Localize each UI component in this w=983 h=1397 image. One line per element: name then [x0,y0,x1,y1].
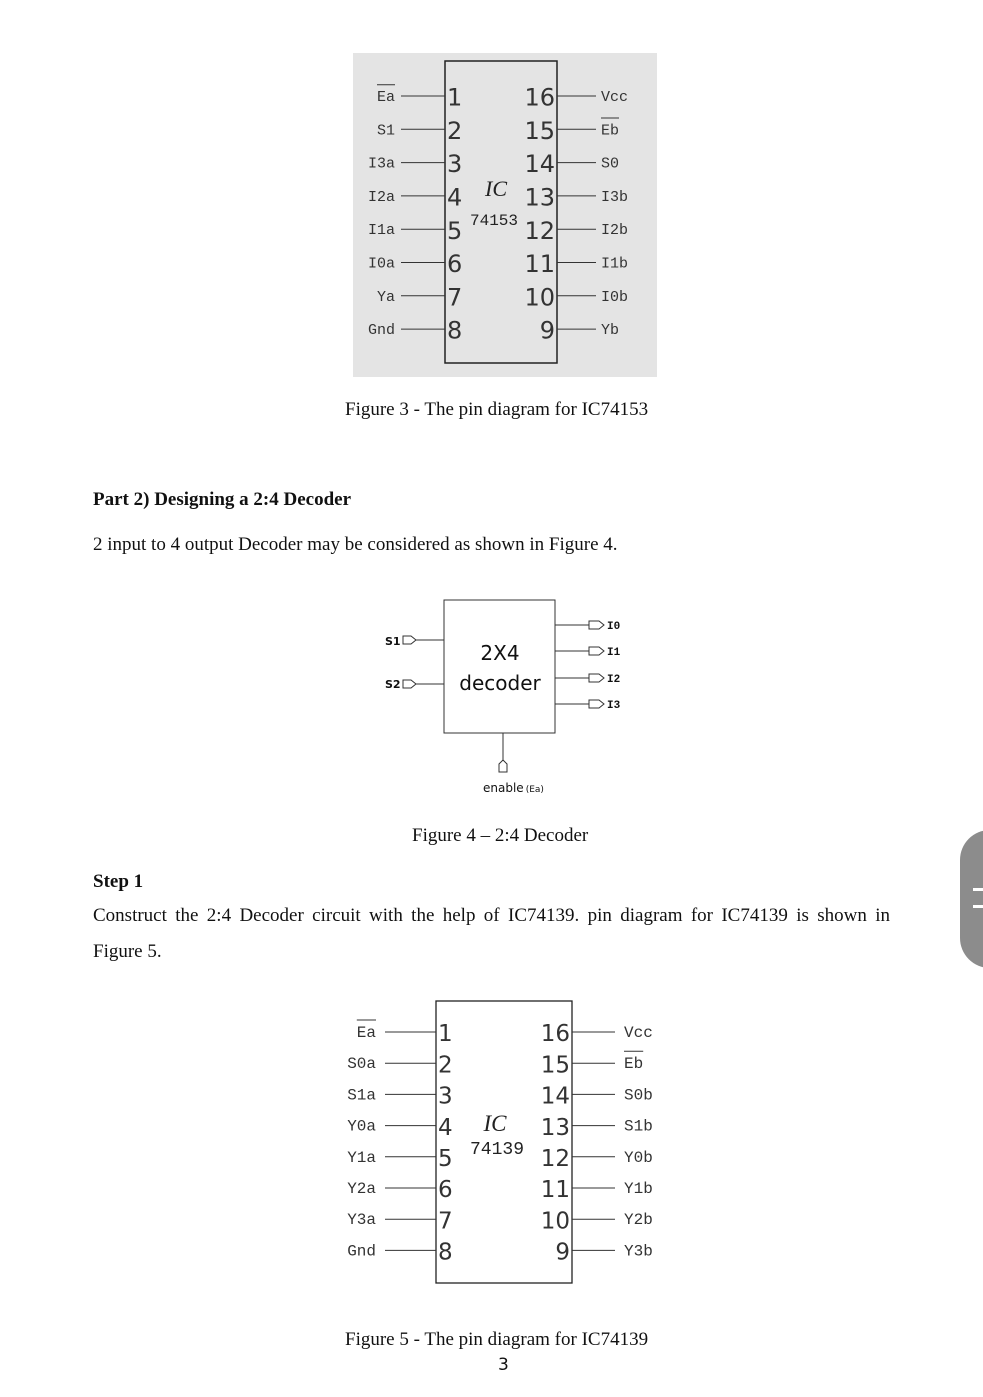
output-label-i0: I0 [607,621,621,633]
pin-label-y2a: Y2a [347,1180,376,1198]
pin-label-i1a: I1a [367,222,395,240]
step1-heading: Step 1 [93,871,144,892]
figure-3-caption: Figure 3 - The pin diagram for IC74153 [345,399,649,420]
ic74139-pin-diagram [330,995,680,1295]
pin-label-ya: Ya [376,288,395,306]
decoder-block [444,600,555,733]
pin-number-7: 7 [438,1208,453,1235]
pin-label-yb: Yb [601,322,620,340]
output-label-i3: I3 [607,700,621,712]
pin-number-1: 1 [438,1021,453,1048]
pin-label-i0a: I0a [367,255,395,273]
pin-number-3: 3 [438,1083,453,1110]
page-number: 3 [498,1355,509,1375]
pin-number-4: 4 [438,1114,453,1141]
pin-label-i3b: I3b [601,188,629,206]
pin-number-5: 5 [438,1146,453,1172]
step1-text-line1: Construct the 2:4 Decoder circuit with the help of IC74139. pin diagram for IC74139 is shown in [93,905,890,926]
pin-number-5: 5 [447,216,463,245]
pin-number-15: 15 [540,1052,570,1079]
decoder-label-line1: 2X4 [480,641,520,665]
pin-number-10: 10 [540,1208,570,1235]
input-port-s1 [403,636,416,644]
pin-label-i3a: I3a [367,155,395,173]
pin-label-y0b: Y0b [624,1148,653,1167]
pin-label-i2a: I2a [367,188,395,206]
pin-number-16: 16 [524,83,555,112]
pin-label-gnd: Gnd [347,1242,376,1261]
figure-3 [353,53,657,377]
pin-number-9: 9 [539,316,555,345]
enable-label-sub: (Ea) [525,785,544,795]
pin-number-2: 2 [447,116,463,145]
pin-label-i2b: I2b [601,222,629,240]
output-port-i1 [589,647,604,655]
input-label-s2: S2 [385,678,401,691]
pin-number-8: 8 [447,316,463,345]
pin-number-15: 15 [524,116,555,145]
figure-4 [370,590,640,805]
output-label-i1: I1 [607,647,621,659]
pin-number-1: 1 [447,83,463,112]
pin-label-y1a: Y1a [347,1148,376,1167]
output-port-i3 [589,700,604,708]
pin-label-i0b: I0b [601,288,629,306]
pin-label-y3a: Y3a [347,1211,376,1230]
pin-label-eb: Eb [624,1055,644,1074]
pin-number-6: 6 [447,250,463,279]
pin-number-9: 9 [555,1239,570,1266]
pin-number-8: 8 [438,1239,453,1266]
pin-label-s0b: S0b [624,1086,653,1105]
pin-number-12: 12 [524,216,555,245]
pin-number-7: 7 [447,283,463,312]
ic-name: IC [483,1111,507,1136]
pin-number-3: 3 [447,150,463,179]
ic-number: 74153 [469,212,519,230]
pin-label-y3b: Y3b [624,1242,653,1261]
enable-label [483,781,544,795]
pin-label-y0a: Y0a [347,1117,376,1136]
input-label-s1: S1 [385,635,401,648]
output-label-i2: I2 [607,674,621,686]
pin-number-13: 13 [524,183,555,212]
pin-label-vcc: Vcc [601,89,629,106]
pin-number-12: 12 [540,1146,570,1172]
figure-4-caption: Figure 4 – 2:4 Decoder [412,825,589,846]
enable-port [499,760,507,772]
output-port-i0 [589,621,604,629]
figure-5-caption: Figure 5 - The pin diagram for IC74139 [345,1329,649,1350]
output-port-i2 [589,674,604,682]
pin-number-11: 11 [524,250,555,279]
pin-number-14: 14 [540,1083,570,1110]
pin-label-ea: Ea [376,89,395,106]
part2-heading: Part 2) Designing a 2:4 Decoder [93,489,352,510]
pin-label-vcc: Vcc [624,1024,653,1042]
pin-label-gnd: Gnd [367,322,395,340]
pin-number-6: 6 [438,1177,453,1204]
pin-label-s1b: S1b [624,1117,653,1136]
step1-text-line2: Figure 5. [93,941,162,962]
pin-label-y2b: Y2b [624,1211,653,1230]
pin-number-2: 2 [438,1052,453,1079]
enable-label-main: enable [483,781,524,795]
pin-label-y1b: Y1b [624,1180,653,1198]
pin-number-16: 16 [540,1021,570,1048]
pin-label-s1a: S1a [347,1086,376,1105]
ic74153-pin-diagram [353,53,657,377]
input-port-s2 [403,680,416,688]
pin-label-i1b: I1b [601,255,629,273]
part2-text: 2 input to 4 output Decoder may be considered as shown in Figure 4. [93,534,618,555]
pin-number-11: 11 [540,1177,570,1204]
decoder-label-line2: decoder [459,671,541,695]
pin-number-14: 14 [524,150,555,179]
pin-label-s0: S0 [601,155,620,173]
menu-icon [973,888,983,908]
pin-label-eb: Eb [601,122,620,140]
pin-number-4: 4 [447,183,463,212]
ic-number: 74139 [469,1140,525,1160]
pin-label-s0a: S0a [347,1055,376,1074]
pin-number-10: 10 [524,283,555,312]
pin-number-13: 13 [540,1114,570,1141]
ic-name: IC [485,176,507,201]
pin-label-s1: S1 [376,122,395,140]
pin-label-ea: Ea [356,1024,376,1042]
